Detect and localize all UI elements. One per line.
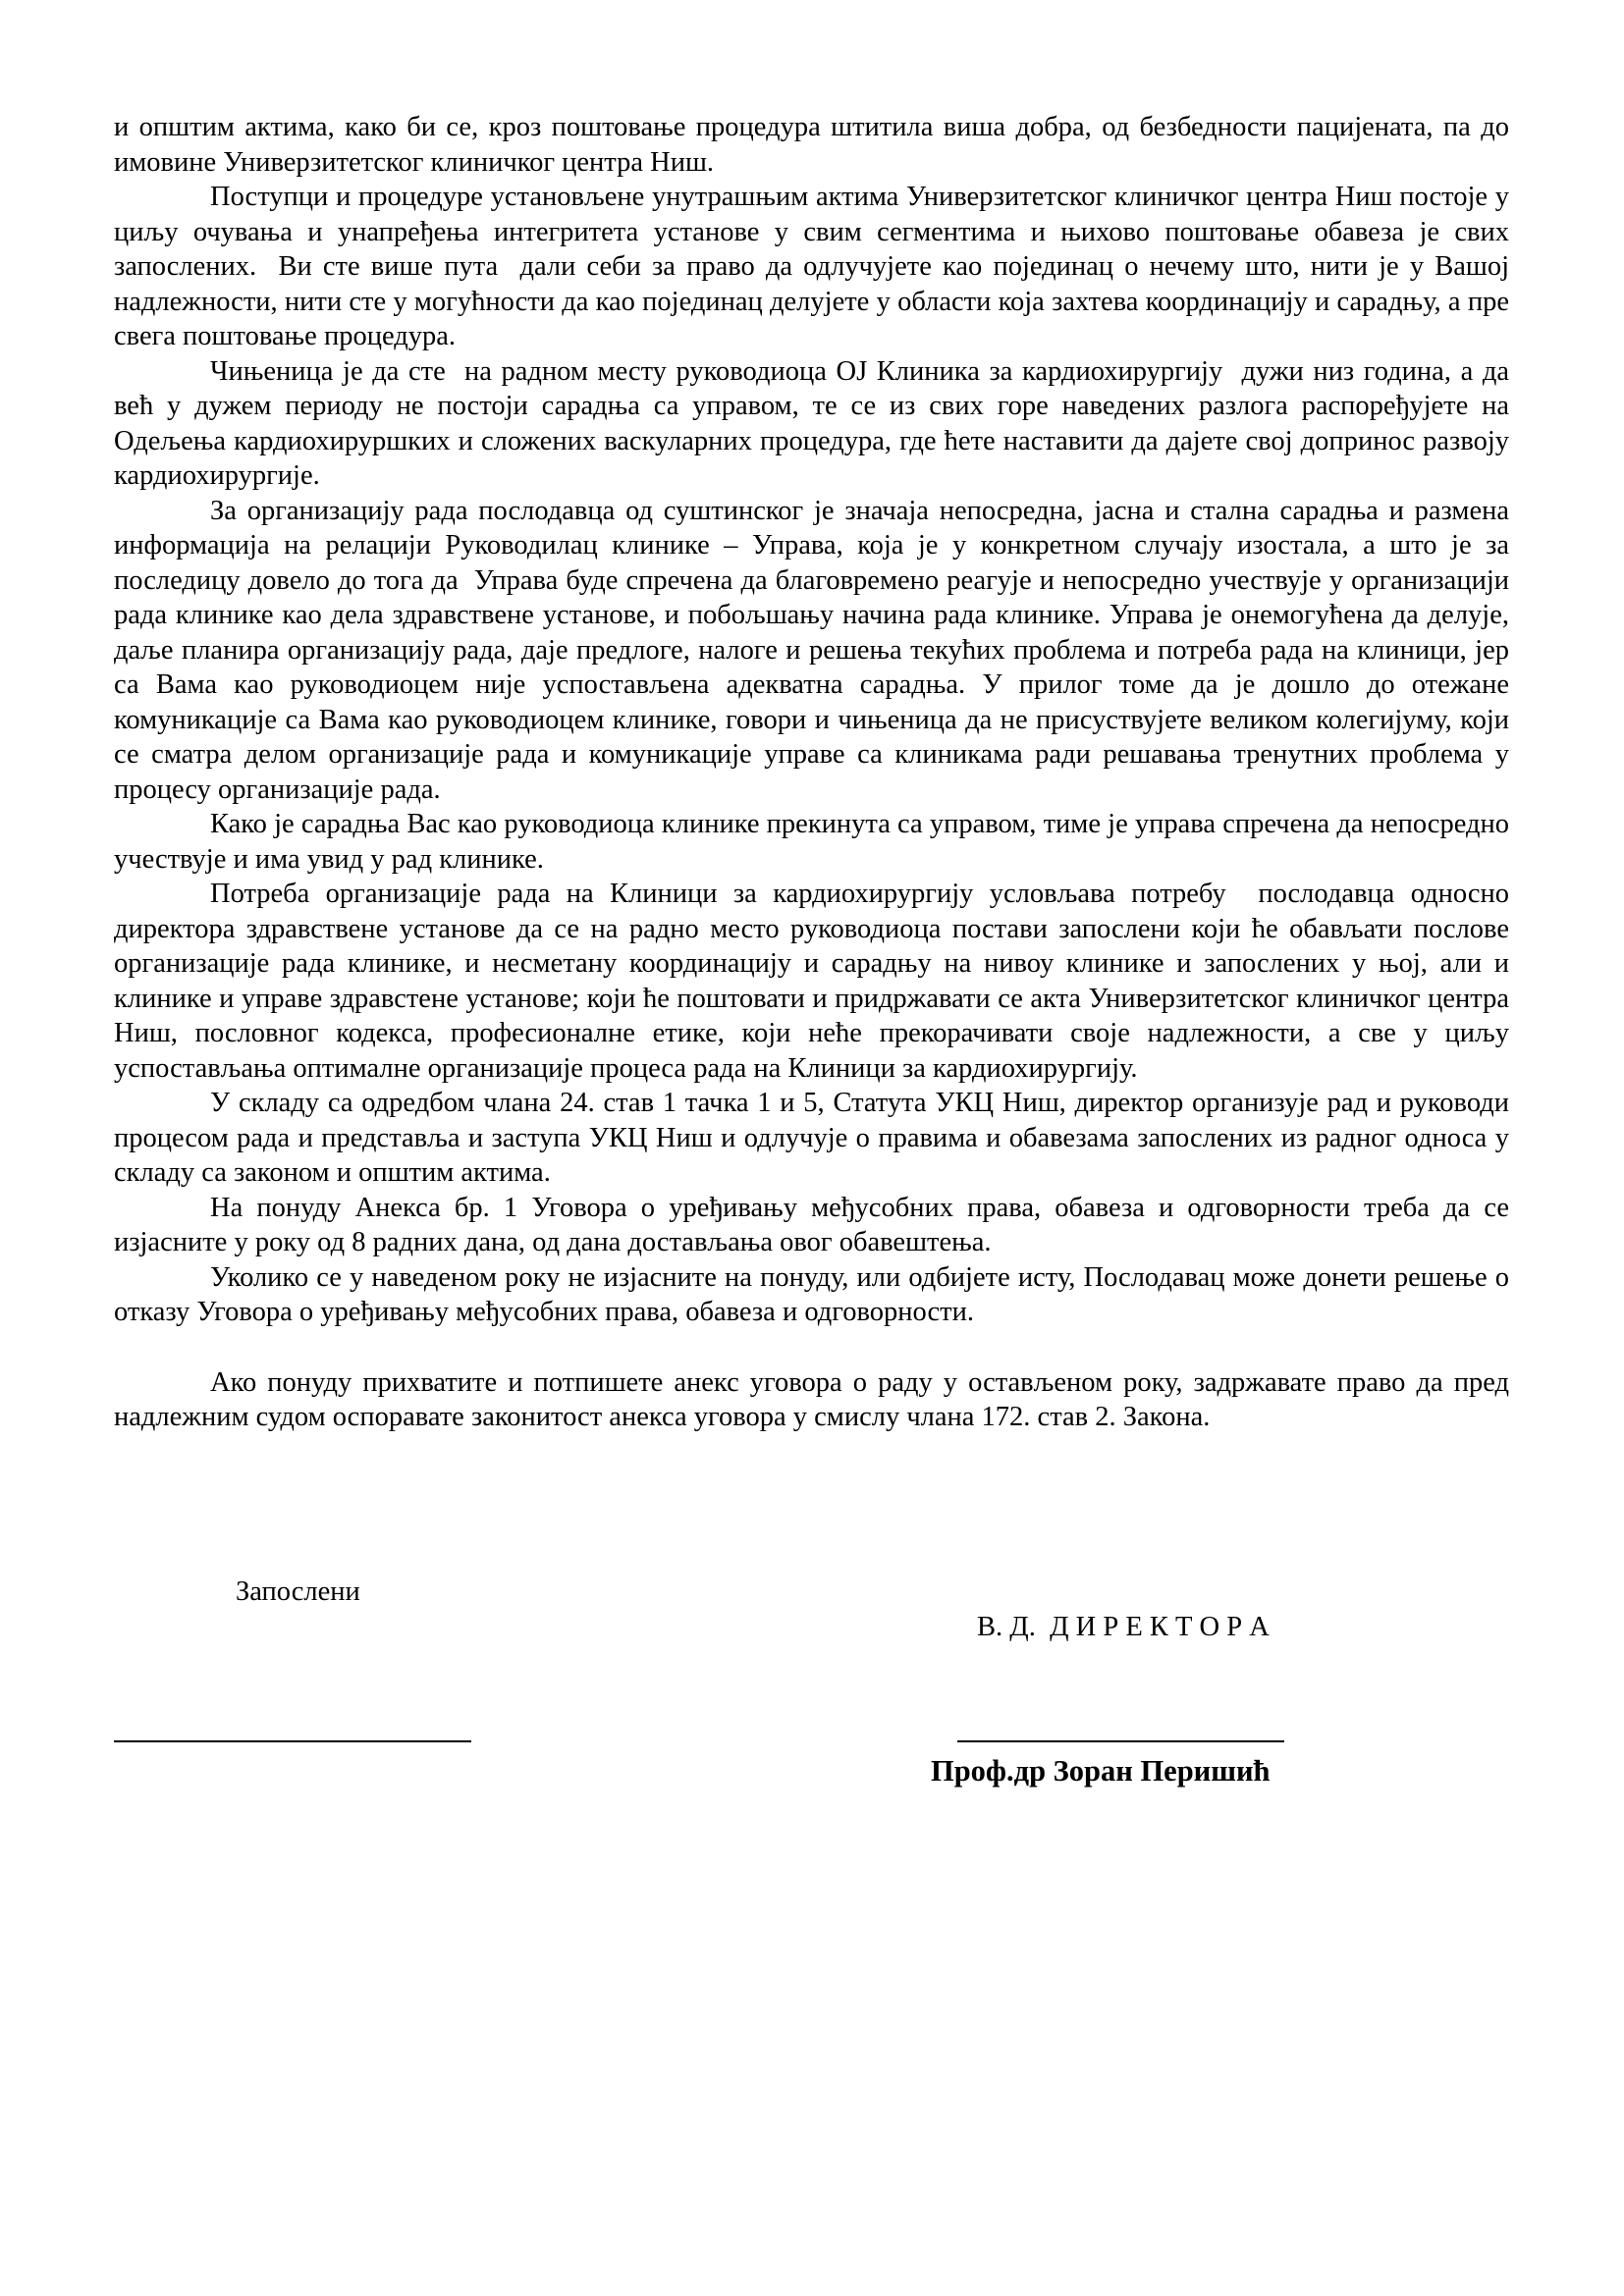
director-title: В. Д. Д И Р Е К Т О Р А — [977, 1611, 1270, 1642]
director-name-row — [114, 1754, 1509, 1793]
paragraph-10: Ако понуду прихватите и потпишете анекс уговора о раду у остављеном року, задржавате право да пред надлежним судом оспоравате законитост анекса уговора у смислу члана 172. став 2. Закона. — [114, 1366, 1517, 1432]
vertical-spacer — [114, 1435, 1509, 1575]
employee-signature-block — [114, 1575, 1509, 1610]
paragraph-2: Поступци и процедуре установљене унутрашњим актима Универзитетског клиничког центра Ниш постоје у циљу очувања и унапређења интегритета установе у свим сегментима и њихово поштовање обавеза је свих запослених. Ви сте више пута дали себи за право да одлучујете као појединац о нечему што, нити је у Вашој надлежности, нити сте у могућности да као појединац делујете у области која захтева координацију и сарадњу, а пре свега поштовање процедура. — [114, 182, 1517, 351]
signature-lines-row — [114, 1715, 1509, 1750]
paragraph-7: У складу са одредбом члана 24. став 1 тачка 1 и 5, Статута УКЦ Ниш, директор организује рад и руководи процесом рада и представља и заступа УКЦ Ниш и одлучује о правима и обавезама запослених из радног односа у складу са законом и општим актима. — [114, 1088, 1517, 1188]
paragraph-1: и општим актима, како би се, кроз поштовање процедура штитила виша добра, од безбедности пацијената, па до имовине Универзитетског клиничког центра Ниш. — [114, 112, 1517, 178]
employee-signature-line — [114, 1740, 471, 1742]
director-signature-line — [957, 1740, 1284, 1742]
paragraph-6: Потреба организације рада на Клиници за кардиохирургију условљава потребу послодавца односно директора здравствене установе да се на радно место руководиоца постави запослени који ће обављати послове организације рада клинике, и несметану координацију и сарадњу на нивоу клинике и запослених у њој, али и клинике и управе здравстене установе; који ће поштовати и придржавати се акта Универзитетског клиничког центра Ниш, пословног кодекса, професионалне етике, који неће прекорачивати своје надлежности, а све у циљу успостављања оптималне организације процеса рада на Клиници за кардиохирургију. — [114, 879, 1517, 1084]
paragraph-3: Чињеница је да сте на радном месту руководиоца ОЈ Клиника за кардиохирургију дужи низ година, а да већ у дужем периоду не постоји сарадња са управом, те се из свих горе наведених разлога распоређујете на Одељења кардиохируршких и сложених васкуларних процедура, где ћете наставити да дајете свој допринос развоју кардиохирургије. — [114, 355, 1517, 491]
paragraph-9: Уколико се у наведеном року не изјасните на понуду, или одбијете исту, Послодавац може донети решење о отказу Уговора о уређивању међусобних права, обавеза и одговорности. — [114, 1261, 1517, 1327]
employee-label: Запослени — [236, 1575, 360, 1607]
paragraph-8: На понуду Анекса бр. 1 Уговора о уређивању међусобних права, обавеза и одговорности треба да се изјасните у року од 8 радних дана, од дана достављања овог обавештења. — [114, 1192, 1517, 1257]
director-title-row — [114, 1610, 1509, 1645]
paragraph-4: За организацију рада послодавца од суштинског је значаја непосредна, јасна и стална сарадња и размена информација на релацији Руководилац клинике – Управа, која је у конкретном случају изостала, а што је за последицу довело до тога да Управа буде спречена да благовремено реагује и непосредно учествује у организацији рада клинике као дела здравствене установе, и побољшању начина рада клинике. Управа је онемогућена да делује, даље планира организацију рада, даје предлоге, налоге и решења текућих проблема и потреба рада на клиници, јер са Вама као руководиоцем није успостављена адекватна сарадња. У прилог томе да је дошло до отежане комуникације са Вама као руководиоцем клинике, говори и чињеница да не присуствујете великом колегијуму, који се сматра делом организације рада и комуникације управе са клиникама ради решавања тренутних проблема у процесу организације рада. — [114, 495, 1517, 805]
director-name: Проф.др Зоран Перишић — [931, 1753, 1271, 1788]
document-body — [114, 110, 1517, 1793]
blank-line — [114, 1330, 1509, 1365]
paragraph-5: Како је сарадња Вас као руководиоца клинике прекинута са управом, тиме је управа спречена да непосредно учествује и има увид у рад клинике. — [114, 809, 1517, 875]
